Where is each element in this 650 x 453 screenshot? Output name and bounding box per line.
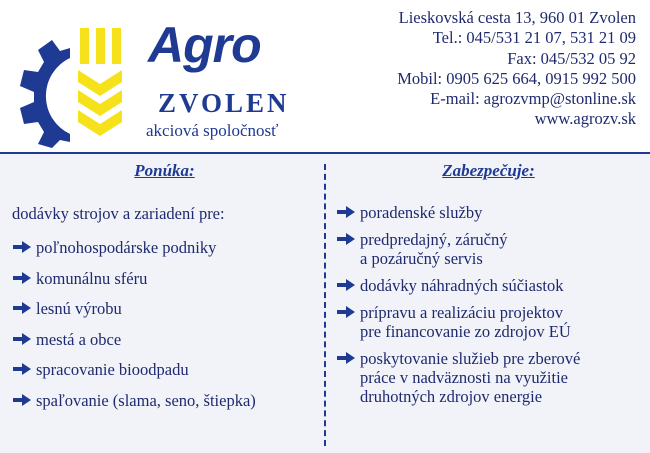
arrow-right-icon xyxy=(12,332,32,346)
arrow-right-icon xyxy=(336,205,356,219)
list-item: prípravu a realizáciu projektov pre financovanie zo zdrojov EÚ xyxy=(336,303,641,341)
offer-column xyxy=(12,158,317,421)
brand-name: Agro xyxy=(148,17,261,73)
company-logo xyxy=(8,14,308,144)
list-item: komunálnu sféru xyxy=(12,269,317,288)
mobile-line: Mobil: 0905 625 664, 0915 992 500 xyxy=(397,68,636,88)
arrow-right-icon xyxy=(336,351,356,365)
offer-title: Ponúka: xyxy=(134,161,195,180)
contact-block xyxy=(306,8,636,130)
fax-line: Fax: 045/532 05 92 xyxy=(507,48,636,68)
header-divider xyxy=(0,152,650,154)
provides-column xyxy=(336,158,641,414)
arrow-right-icon xyxy=(12,362,32,376)
email-line[interactable]: E-mail: agrozvmp@stonline.sk xyxy=(430,89,636,109)
offer-list xyxy=(12,238,317,410)
offer-intro: dodávky strojov a zariadení pre: xyxy=(12,204,225,223)
arrow-right-icon xyxy=(336,305,356,319)
gear-icon xyxy=(20,24,70,148)
list-item: lesnú výrobu xyxy=(12,299,317,318)
list-item: mestá a obce xyxy=(12,330,317,349)
phone-line: Tel.: 045/531 21 07, 531 21 09 xyxy=(432,28,636,48)
list-item: dodávky náhradných súčiastok xyxy=(336,276,641,295)
list-item: poskytovanie služieb pre zberové práce v nadväznosti na využitie druhotných zdrojov energie xyxy=(336,349,641,406)
column-divider xyxy=(324,164,326,446)
website-line[interactable]: www.agrozv.sk xyxy=(534,109,636,129)
header xyxy=(0,0,650,152)
provides-list xyxy=(336,203,641,406)
provides-title: Zabezpečuje: xyxy=(442,161,535,180)
arrow-right-icon xyxy=(12,393,32,407)
arrow-right-icon xyxy=(12,301,32,315)
list-item: spracovanie bioodpadu xyxy=(12,360,317,379)
wheat-icon xyxy=(78,28,122,136)
arrow-right-icon xyxy=(12,240,32,254)
list-item: spaľovanie (slama, seno, štiepka) xyxy=(12,391,317,410)
gear-wheat-icon xyxy=(8,18,143,148)
list-item: predpredajný, záručný a pozáručný servis xyxy=(336,230,641,268)
arrow-right-icon xyxy=(12,271,32,285)
brand-city: ZVOLEN xyxy=(158,88,290,118)
list-item: poradenské služby xyxy=(336,203,641,222)
address-line: Lieskovská cesta 13, 960 01 Zvolen xyxy=(398,8,636,27)
company-type: akciová spoločnosť xyxy=(146,121,279,140)
list-item: poľnohospodárske podniky xyxy=(12,238,317,257)
arrow-right-icon xyxy=(336,278,356,292)
arrow-right-icon xyxy=(336,232,356,246)
